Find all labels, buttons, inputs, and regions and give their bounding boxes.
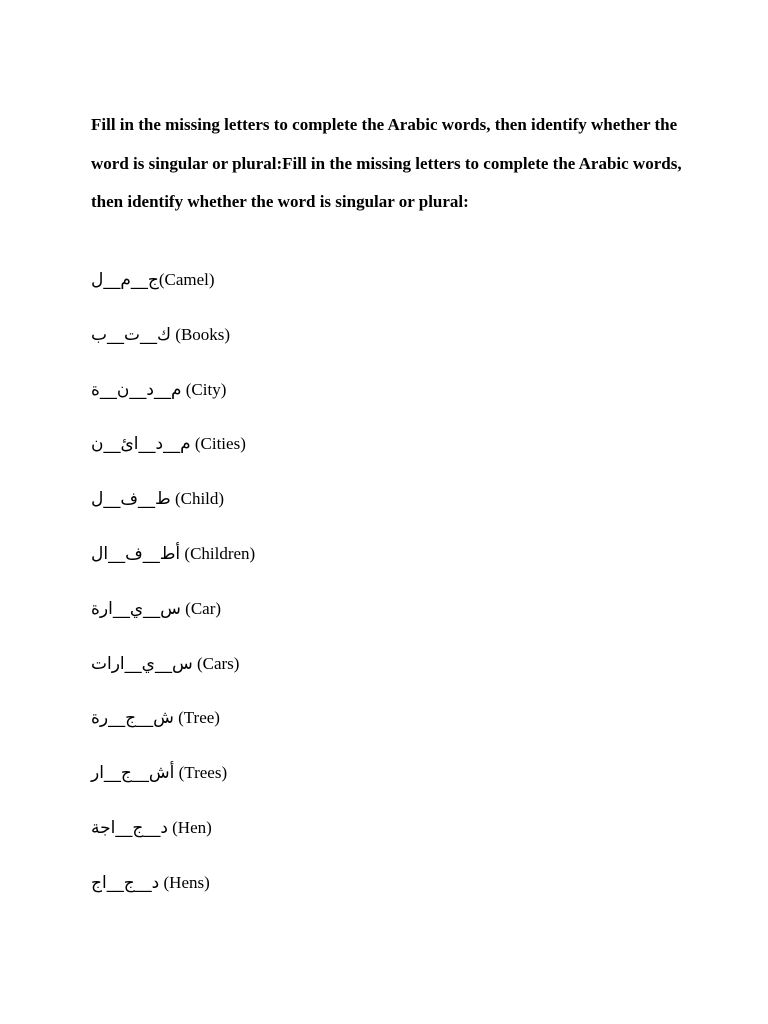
exercise-item-hen — [91, 812, 255, 867]
english-gloss: (City) — [181, 379, 227, 399]
arabic-word: م__د__ائ__ن — [91, 434, 191, 455]
english-gloss: (Cities) — [190, 434, 246, 454]
exercise-item-trees — [91, 757, 255, 812]
exercise-item-camel — [91, 264, 255, 319]
exercise-item-cities — [91, 428, 255, 483]
exercise-list — [91, 264, 255, 922]
arabic-word: أط__ف__ال — [91, 543, 181, 564]
english-gloss: (Car) — [180, 598, 222, 618]
arabic-word: م__د__ن__ة — [91, 379, 182, 400]
exercise-item-city — [91, 374, 255, 429]
arabic-word: ط__ف__ل — [91, 489, 171, 510]
arabic-word: ج__م__ل — [91, 270, 159, 290]
arabic-word: د__ج__اج — [91, 872, 160, 893]
exercise-item-car — [91, 593, 255, 648]
english-gloss: (Hens) — [159, 872, 210, 892]
english-gloss: (Cars) — [192, 653, 240, 673]
exercise-item-tree — [91, 702, 255, 757]
exercise-item-child — [91, 483, 255, 538]
arabic-word: س__ي__ارة — [91, 598, 181, 619]
arabic-word: أش__ج__ار — [91, 763, 175, 784]
instructions-text: Fill in the missing letters to complete the Arabic words, then identify whether the word is singular or plural:Fill in the missing letters to complete the Arabic words, then identify whether the word is singular or plural: — [91, 115, 682, 211]
english-gloss: (Tree) — [173, 708, 220, 728]
english-gloss: (Books) — [171, 324, 231, 344]
exercise-item-children — [91, 538, 255, 593]
exercise-item-hens — [91, 867, 255, 922]
english-gloss: (Child) — [170, 489, 225, 509]
exercise-item-cars — [91, 648, 255, 703]
english-gloss: (Camel) — [158, 270, 215, 289]
arabic-word: س__ي__ارات — [91, 653, 193, 674]
exercise-item-books — [91, 319, 255, 374]
english-gloss: (Hen) — [167, 817, 212, 837]
arabic-word: ش__ج__رة — [91, 708, 174, 729]
english-gloss: (Trees) — [174, 763, 228, 783]
arabic-word: د__ج__اجة — [91, 817, 168, 838]
arabic-word: ك__ت__ب — [91, 324, 172, 345]
english-gloss: (Children) — [180, 543, 256, 563]
